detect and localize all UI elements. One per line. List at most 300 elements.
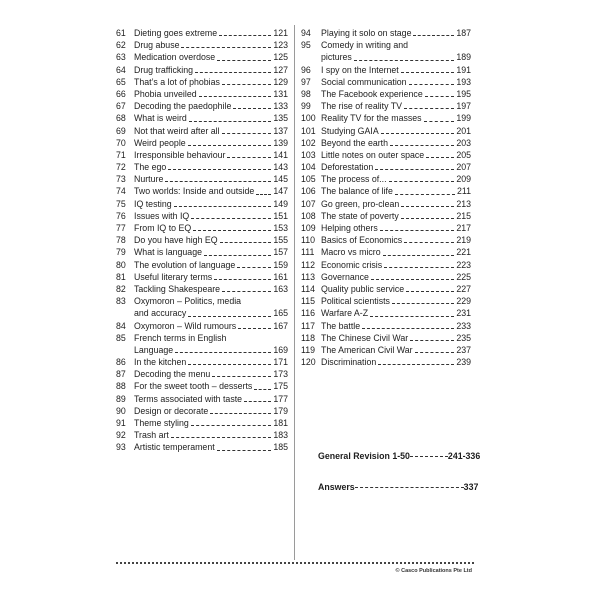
entry-title: For the sweet tooth – desserts bbox=[134, 381, 253, 392]
entry-title: Basics of Economics bbox=[321, 235, 403, 246]
toc-entry bbox=[301, 283, 471, 295]
entry-number: 87 bbox=[116, 369, 126, 380]
entry-number: 100 bbox=[301, 113, 316, 124]
entry-title: Theme styling bbox=[134, 418, 189, 429]
toc-entry bbox=[116, 441, 288, 453]
toc-entry bbox=[116, 332, 288, 356]
entry-page: 201 bbox=[456, 125, 471, 136]
leader-dots bbox=[395, 194, 455, 195]
entry-page: 221 bbox=[456, 247, 471, 258]
leader-dots bbox=[174, 206, 271, 207]
entry-number: 76 bbox=[116, 210, 126, 221]
toc-entry bbox=[116, 76, 288, 88]
entry-page: 185 bbox=[273, 442, 288, 453]
entry-page: 203 bbox=[456, 137, 471, 148]
entry-number: 65 bbox=[116, 76, 126, 87]
toc-entry bbox=[301, 307, 471, 319]
leader-dots bbox=[381, 133, 454, 134]
leader-dots bbox=[401, 72, 454, 73]
toc-entry bbox=[116, 161, 288, 173]
leader-dots bbox=[214, 279, 271, 280]
entry-number: 95 bbox=[301, 40, 311, 51]
entry-title: That’s a lot of phobias bbox=[134, 76, 220, 87]
leader-dots bbox=[378, 364, 454, 365]
entry-number: 118 bbox=[301, 332, 316, 343]
leader-dots bbox=[193, 230, 271, 231]
leader-dots bbox=[375, 169, 454, 170]
entry-page: 151 bbox=[273, 210, 288, 221]
leader-dots bbox=[354, 60, 454, 61]
toc-entry bbox=[301, 344, 471, 356]
entry-title-continued: pictures bbox=[321, 52, 352, 63]
toc-entry bbox=[301, 100, 471, 112]
toc-entry bbox=[301, 185, 471, 197]
entry-page: 207 bbox=[456, 162, 471, 173]
entry-title: Nurture bbox=[134, 174, 164, 185]
entry-title: In the kitchen bbox=[134, 357, 187, 368]
leader-dots bbox=[237, 267, 271, 268]
entry-page: 189 bbox=[456, 52, 471, 63]
toc-entry bbox=[116, 51, 288, 63]
entry-number: 116 bbox=[301, 308, 316, 319]
footer-rule bbox=[116, 562, 474, 564]
toc-entry bbox=[301, 88, 471, 100]
entry-page: 149 bbox=[273, 198, 288, 209]
entry-number: 93 bbox=[116, 442, 126, 453]
entry-page: 131 bbox=[273, 88, 288, 99]
toc-entry bbox=[116, 39, 288, 51]
leader-dots bbox=[380, 230, 454, 231]
toc-entry bbox=[116, 271, 288, 283]
leader-dots bbox=[384, 267, 454, 268]
entry-title: Decoding the menu bbox=[134, 369, 211, 380]
leader-dots bbox=[212, 376, 271, 377]
entry-title: Go green, pro-clean bbox=[321, 198, 400, 209]
leader-dots bbox=[189, 121, 271, 122]
toc-entry bbox=[116, 356, 288, 368]
leader-dots bbox=[413, 35, 454, 36]
toc-entry bbox=[116, 210, 288, 222]
toc-entry bbox=[301, 64, 471, 76]
entry-number: 101 bbox=[301, 125, 316, 136]
entry-title: Reality TV for the masses bbox=[321, 113, 422, 124]
toc-entry bbox=[116, 295, 288, 319]
entry-number: 66 bbox=[116, 88, 126, 99]
entry-number: 102 bbox=[301, 137, 316, 148]
entry-page: 143 bbox=[273, 162, 288, 173]
entry-title: The state of poverty bbox=[321, 210, 399, 221]
leader-dots bbox=[244, 401, 271, 402]
entry-number: 72 bbox=[116, 162, 126, 173]
entry-page: 121 bbox=[273, 28, 288, 38]
toc-entry bbox=[116, 125, 288, 137]
entry-page: 147 bbox=[273, 186, 288, 197]
entry-number: 64 bbox=[116, 64, 126, 75]
toc-entry bbox=[301, 234, 471, 246]
entry-page: 229 bbox=[456, 296, 471, 307]
entry-page: 233 bbox=[456, 320, 471, 331]
entry-title: Quality public service bbox=[321, 283, 405, 294]
entry-number: 92 bbox=[116, 430, 126, 441]
entry-page: 179 bbox=[273, 405, 288, 416]
leader-dots bbox=[188, 145, 271, 146]
entry-page: 217 bbox=[456, 223, 471, 234]
entry-title: Political scientists bbox=[321, 296, 390, 307]
entry-number: 110 bbox=[301, 235, 316, 246]
entry-page: 209 bbox=[456, 174, 471, 185]
leader-dots bbox=[181, 47, 271, 48]
entry-title: Dieting goes extreme bbox=[134, 28, 218, 38]
entry-number: 90 bbox=[116, 405, 126, 416]
entry-title: Drug trafficking bbox=[134, 64, 193, 75]
entry-page: 133 bbox=[273, 101, 288, 112]
leader-dots bbox=[371, 279, 454, 280]
entry-page: 157 bbox=[273, 247, 288, 258]
entry-number: 74 bbox=[116, 186, 126, 197]
entry-title: Playing it solo on stage bbox=[321, 28, 412, 38]
toc-entry bbox=[301, 125, 471, 137]
entry-title: Governance bbox=[321, 271, 369, 282]
entry-number: 67 bbox=[116, 101, 126, 112]
entry-number: 107 bbox=[301, 198, 316, 209]
entry-title: IQ testing bbox=[134, 198, 172, 209]
leader-dots bbox=[392, 303, 454, 304]
entry-page: 237 bbox=[456, 344, 471, 355]
toc-entry bbox=[116, 405, 288, 417]
entry-page: 177 bbox=[273, 393, 288, 404]
entry-page: 211 bbox=[456, 186, 471, 197]
toc-entry bbox=[301, 210, 471, 222]
entry-title: Artistic temperament bbox=[134, 442, 215, 453]
entry-number: 112 bbox=[301, 259, 316, 270]
entry-page: 195 bbox=[456, 88, 471, 99]
general-revision-label: General Revision 1-50 bbox=[318, 451, 410, 461]
entry-page: 199 bbox=[456, 113, 471, 124]
entry-title: The Chinese Civil War bbox=[321, 332, 409, 343]
toc-entry bbox=[116, 380, 288, 392]
entry-number: 97 bbox=[301, 76, 311, 87]
entry-title: The rise of reality TV bbox=[321, 101, 402, 112]
entry-title: Little notes on outer space bbox=[321, 149, 425, 160]
entry-page: 239 bbox=[456, 357, 471, 368]
entry-title: Oxymoron – Wild rumours bbox=[134, 320, 237, 331]
entry-page: 155 bbox=[273, 235, 288, 246]
entry-page: 231 bbox=[456, 308, 471, 319]
entry-title: The American Civil War bbox=[321, 344, 413, 355]
leader-dots bbox=[409, 84, 454, 85]
entry-title: Medication overdose bbox=[134, 52, 216, 63]
entry-page: 193 bbox=[456, 76, 471, 87]
entry-title: French terms in English bbox=[134, 332, 227, 343]
leader-dots bbox=[401, 206, 454, 207]
entry-number: 113 bbox=[301, 271, 316, 282]
leader-dots bbox=[238, 328, 271, 329]
general-revision-entry bbox=[318, 451, 480, 461]
leader-dots bbox=[175, 352, 271, 353]
entry-title: Discrimination bbox=[321, 357, 377, 368]
entry-page: 183 bbox=[273, 430, 288, 441]
toc-entry bbox=[116, 320, 288, 332]
entry-title: Studying GAIA bbox=[321, 125, 379, 136]
entry-number: 89 bbox=[116, 393, 126, 404]
leader-dots bbox=[254, 389, 271, 390]
leader-dots bbox=[222, 291, 271, 292]
leader-dots bbox=[424, 121, 454, 122]
leader-dots bbox=[383, 255, 454, 256]
entry-title: The ego bbox=[134, 162, 167, 173]
entry-title: Phobia unveiled bbox=[134, 88, 197, 99]
entry-number: 73 bbox=[116, 174, 126, 185]
toc-entry bbox=[301, 173, 471, 185]
leader-dots bbox=[168, 169, 271, 170]
leader-dots bbox=[233, 108, 271, 109]
entry-page: 135 bbox=[273, 113, 288, 124]
toc-entry bbox=[116, 185, 288, 197]
toc-entry bbox=[301, 271, 471, 283]
entry-title: Helping others bbox=[321, 223, 378, 234]
toc-entry bbox=[301, 76, 471, 88]
entry-number: 99 bbox=[301, 101, 311, 112]
entry-title: Comedy in writing and bbox=[321, 40, 409, 51]
entry-number: 98 bbox=[301, 88, 311, 99]
toc-entry bbox=[116, 234, 288, 246]
entry-number: 94 bbox=[301, 28, 311, 38]
entry-number: 86 bbox=[116, 357, 126, 368]
entry-number: 108 bbox=[301, 210, 316, 221]
entry-title: The evolution of language bbox=[134, 259, 236, 270]
toc-entry bbox=[116, 198, 288, 210]
general-revision-pages: 241-336 bbox=[447, 451, 481, 461]
entry-page: 145 bbox=[273, 174, 288, 185]
leader-dots bbox=[204, 255, 271, 256]
entry-number: 80 bbox=[116, 259, 126, 270]
toc-entry bbox=[116, 368, 288, 380]
entry-title-continued: Language bbox=[134, 344, 174, 355]
entry-page: 187 bbox=[456, 28, 471, 38]
leader-dots bbox=[210, 413, 271, 414]
leader-dots bbox=[222, 133, 271, 134]
entry-title: Irresponsible behaviour bbox=[134, 149, 226, 160]
toc-entry bbox=[301, 27, 471, 39]
toc-entry bbox=[301, 39, 471, 63]
leader-dots bbox=[410, 340, 454, 341]
entry-title: The battle bbox=[321, 320, 361, 331]
entry-page: 215 bbox=[456, 210, 471, 221]
entry-page: 161 bbox=[273, 271, 288, 282]
entry-number: 79 bbox=[116, 247, 126, 258]
leader-dots bbox=[217, 450, 271, 451]
leader-dots bbox=[426, 157, 454, 158]
entry-page: 169 bbox=[273, 344, 288, 355]
entry-title: Do you have high EQ bbox=[134, 235, 218, 246]
entry-number: 78 bbox=[116, 235, 126, 246]
leader-dots bbox=[227, 157, 271, 158]
entry-page: 153 bbox=[273, 223, 288, 233]
entry-number: 91 bbox=[116, 418, 126, 429]
entry-title: Warfare A-Z bbox=[321, 308, 369, 319]
entry-number: 85 bbox=[116, 332, 126, 343]
entry-title: The Facebook experience bbox=[321, 88, 423, 99]
toc-entry bbox=[116, 137, 288, 149]
entry-number: 63 bbox=[116, 52, 126, 63]
toc-entry bbox=[116, 64, 288, 76]
toc-entry bbox=[116, 417, 288, 429]
entry-title: From IQ to EQ bbox=[134, 223, 192, 233]
toc-entry bbox=[301, 222, 471, 234]
entry-number: 88 bbox=[116, 381, 126, 392]
entry-page: 175 bbox=[273, 381, 288, 392]
leader-dots bbox=[415, 352, 454, 353]
toc-entry bbox=[116, 393, 288, 405]
leader-dots bbox=[220, 242, 271, 243]
entry-page: 141 bbox=[273, 149, 288, 160]
entry-number: 75 bbox=[116, 198, 126, 209]
leader-dots bbox=[389, 181, 454, 182]
leader-dots bbox=[195, 72, 271, 73]
leader-dots bbox=[355, 487, 464, 488]
entry-title: I spy on the Internet bbox=[321, 64, 399, 75]
entry-title: The balance of life bbox=[321, 186, 393, 197]
answers-page: 337 bbox=[463, 482, 479, 492]
toc-entry bbox=[301, 161, 471, 173]
entry-page: 219 bbox=[456, 235, 471, 246]
entry-number: 62 bbox=[116, 40, 126, 51]
toc-entry bbox=[301, 112, 471, 124]
leader-dots bbox=[199, 96, 271, 97]
entry-page: 129 bbox=[273, 76, 288, 87]
leader-dots bbox=[404, 242, 454, 243]
entry-number: 104 bbox=[301, 162, 316, 173]
leader-dots bbox=[370, 316, 454, 317]
entry-page: 197 bbox=[456, 101, 471, 112]
entry-number: 61 bbox=[116, 28, 126, 38]
leader-dots bbox=[217, 60, 271, 61]
entry-number: 119 bbox=[301, 344, 316, 355]
publisher-credit: © Casco Publications Pte Ltd bbox=[395, 568, 472, 574]
entry-title: Issues with IQ bbox=[134, 210, 190, 221]
leader-dots bbox=[219, 35, 271, 36]
entry-number: 105 bbox=[301, 174, 316, 185]
toc-entry bbox=[301, 295, 471, 307]
toc-entry bbox=[301, 332, 471, 344]
entry-title: Design or decorate bbox=[134, 405, 209, 416]
leader-dots bbox=[425, 96, 454, 97]
entry-page: 173 bbox=[273, 369, 288, 380]
entry-page: 165 bbox=[273, 308, 288, 319]
leader-dots bbox=[406, 291, 454, 292]
entry-page: 227 bbox=[456, 283, 471, 294]
entry-number: 83 bbox=[116, 296, 126, 307]
entry-number: 77 bbox=[116, 223, 126, 233]
toc-entry bbox=[116, 149, 288, 161]
entry-page: 223 bbox=[456, 259, 471, 270]
toc-entry bbox=[116, 283, 288, 295]
entry-page: 213 bbox=[456, 198, 471, 209]
entry-number: 96 bbox=[301, 64, 311, 75]
leader-dots bbox=[390, 145, 454, 146]
leader-dots bbox=[188, 316, 271, 317]
entry-title: Useful literary terms bbox=[134, 271, 213, 282]
entry-title: Terms associated with taste bbox=[134, 393, 243, 404]
entry-title: Decoding the paedophile bbox=[134, 101, 232, 112]
entry-number: 81 bbox=[116, 271, 126, 282]
entry-number: 117 bbox=[301, 320, 316, 331]
answers-label: Answers bbox=[318, 482, 355, 492]
entry-title: Deforestation bbox=[321, 162, 374, 173]
leader-dots bbox=[188, 364, 271, 365]
entry-page: 225 bbox=[456, 271, 471, 282]
entry-page: 235 bbox=[456, 332, 471, 343]
entry-title: What is language bbox=[134, 247, 202, 258]
entry-page: 205 bbox=[456, 149, 471, 160]
entry-title: The process of... bbox=[321, 174, 387, 185]
entry-number: 111 bbox=[301, 247, 315, 258]
leader-dots bbox=[171, 437, 271, 438]
toc-entry bbox=[116, 222, 288, 234]
entry-title: Trash art bbox=[134, 430, 169, 441]
entry-title: Tackling Shakespeare bbox=[134, 283, 221, 294]
entry-page: 167 bbox=[273, 320, 288, 331]
leader-dots bbox=[191, 218, 271, 219]
entry-number: 120 bbox=[301, 357, 316, 368]
leader-dots bbox=[410, 456, 448, 457]
toc-entry bbox=[116, 88, 288, 100]
entry-page: 163 bbox=[273, 283, 288, 294]
leader-dots bbox=[191, 425, 271, 426]
toc-entry bbox=[116, 27, 288, 39]
entry-number: 106 bbox=[301, 186, 316, 197]
toc-entry bbox=[301, 246, 471, 258]
entry-page: 127 bbox=[273, 64, 288, 75]
entry-page: 137 bbox=[273, 125, 288, 136]
entry-page: 125 bbox=[273, 52, 288, 63]
entry-title: Macro vs micro bbox=[321, 247, 381, 258]
leader-dots bbox=[401, 218, 454, 219]
entry-title: Beyond the earth bbox=[321, 137, 389, 148]
entry-number: 114 bbox=[301, 283, 316, 294]
leader-dots bbox=[256, 194, 271, 195]
entry-page: 181 bbox=[273, 418, 288, 429]
toc-entry bbox=[116, 259, 288, 271]
toc-entry bbox=[301, 149, 471, 161]
entry-number: 82 bbox=[116, 283, 126, 294]
entry-title: What is weird bbox=[134, 113, 187, 124]
leader-dots bbox=[222, 84, 271, 85]
entry-number: 71 bbox=[116, 149, 126, 160]
column-divider bbox=[294, 25, 295, 560]
toc-right-column bbox=[301, 27, 471, 368]
toc-entry bbox=[301, 356, 471, 368]
entry-number: 69 bbox=[116, 125, 126, 136]
entry-title: Not that weird after all bbox=[134, 125, 220, 136]
toc-entry bbox=[116, 100, 288, 112]
entry-number: 68 bbox=[116, 113, 126, 124]
entry-number: 115 bbox=[301, 296, 316, 307]
toc-entry bbox=[116, 173, 288, 185]
entry-page: 159 bbox=[273, 259, 288, 270]
leader-dots bbox=[362, 328, 454, 329]
entry-title: Drug abuse bbox=[134, 40, 180, 51]
entry-page: 139 bbox=[273, 137, 288, 148]
leader-dots bbox=[165, 181, 271, 182]
entry-title: Weird people bbox=[134, 137, 186, 148]
answers-entry bbox=[318, 482, 478, 492]
entry-title: Social communication bbox=[321, 76, 407, 87]
entry-page: 171 bbox=[273, 357, 288, 368]
toc-left-column bbox=[116, 27, 288, 454]
entry-title: Economic crisis bbox=[321, 259, 383, 270]
toc-entry bbox=[301, 137, 471, 149]
